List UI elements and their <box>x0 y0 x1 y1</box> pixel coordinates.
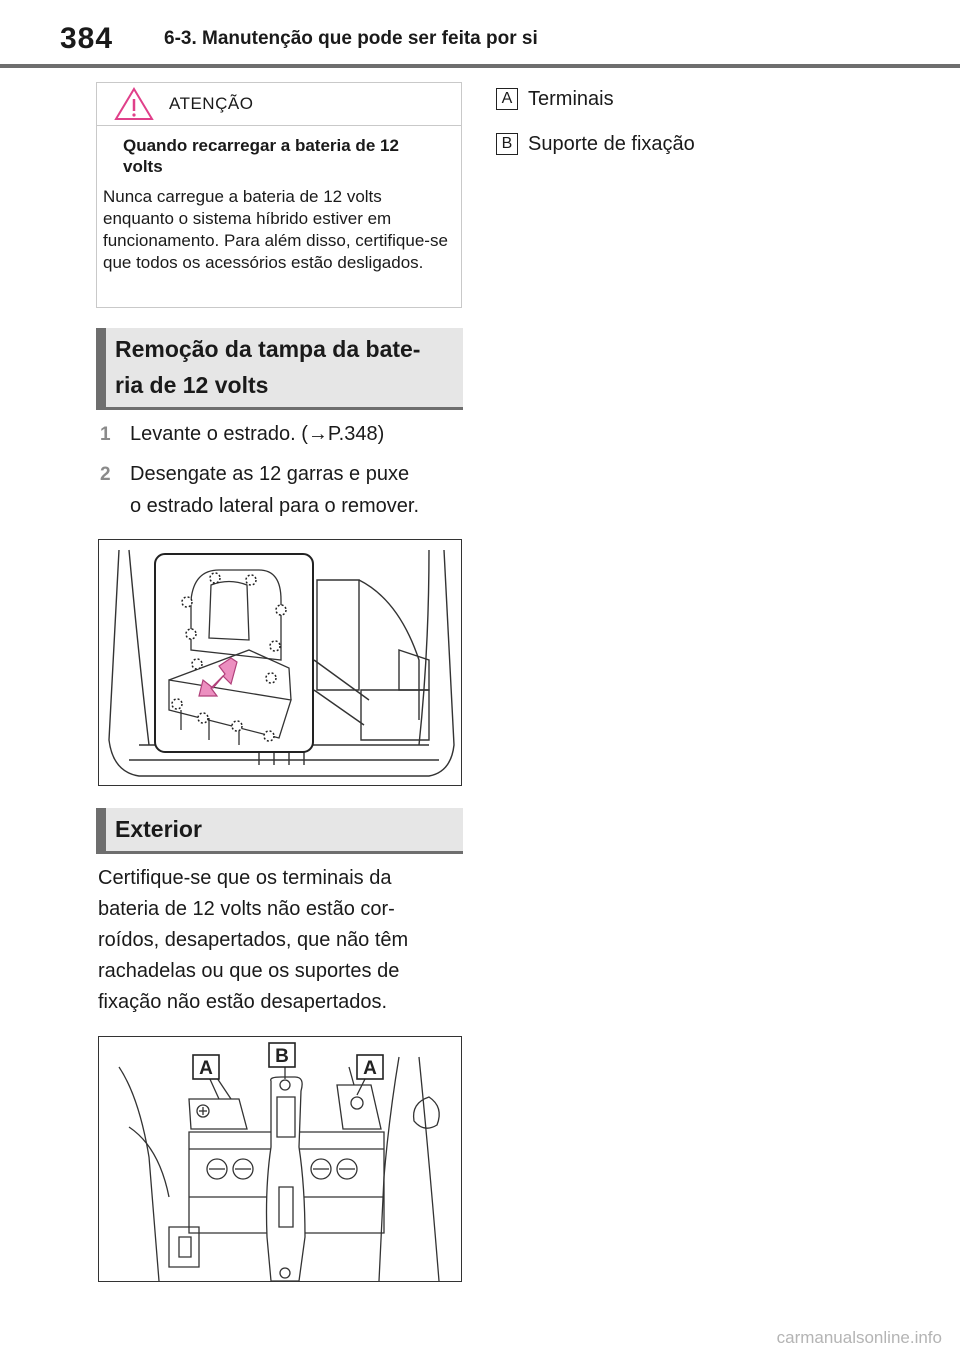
callout-text-holddown: Suporte de fixação <box>528 133 695 155</box>
callout-letter-b: B <box>496 133 518 155</box>
step-text: Desengate as 12 garras e puxe <box>130 463 410 485</box>
figure-label-b: B <box>275 1046 289 1067</box>
header-rule <box>0 64 960 68</box>
section-heading-exterior-text: Exterior <box>115 816 202 842</box>
luggage-floor-illustration <box>99 540 461 785</box>
step-text: Levante o estrado. (→P.348) <box>130 423 385 445</box>
figure-label-a-left: A <box>199 1058 213 1079</box>
paragraph-line: bateria de 12 volts não estão cor- <box>98 898 395 920</box>
section-heading-line2: ria de 12 volts <box>115 372 269 398</box>
warning-header <box>97 83 461 126</box>
callout-letter-a: A <box>496 88 518 110</box>
step-text-continued: o estrado lateral para o remover. <box>130 495 420 517</box>
step-number: 1 <box>100 424 111 445</box>
warning-triangle-icon <box>113 86 155 122</box>
paragraph-line: fixação não estão desapertados. <box>98 991 388 1013</box>
step-number: 2 <box>100 464 111 485</box>
battery-illustration <box>99 1037 461 1281</box>
callout-text-terminals: Terminais <box>528 88 614 110</box>
warning-text: Nunca carregue a bateria de 12 volts enquanto o sistema híbrido estiver em funcionamento. Para além disso, certifique-se que todos os acessórios estão desligados. <box>103 187 448 272</box>
section-heading-battery-cover <box>96 328 463 410</box>
section-heading-line1: Remoção da tampa da bate- <box>115 336 421 362</box>
figure-label-a-right: A <box>363 1058 377 1079</box>
chapter-title: 6-3. Manutenção que pode ser feita por si <box>164 28 538 49</box>
warning-title: Quando recarregar a bateria de 12 volts <box>123 136 399 176</box>
warning-box <box>96 82 462 308</box>
warning-label: ATENÇÃO <box>169 94 254 113</box>
watermark: carmanualsonline.info <box>776 1328 942 1347</box>
figure-battery <box>98 1036 462 1282</box>
paragraph-line: Certifique-se que os terminais da <box>98 867 392 889</box>
paragraph-line: roídos, desapertados, que não têm <box>98 929 409 951</box>
page-number: 384 <box>60 22 114 55</box>
section-heading-exterior <box>96 808 463 854</box>
paragraph-line: rachadelas ou que os suportes de <box>98 960 400 982</box>
figure-luggage-floor <box>98 539 462 786</box>
